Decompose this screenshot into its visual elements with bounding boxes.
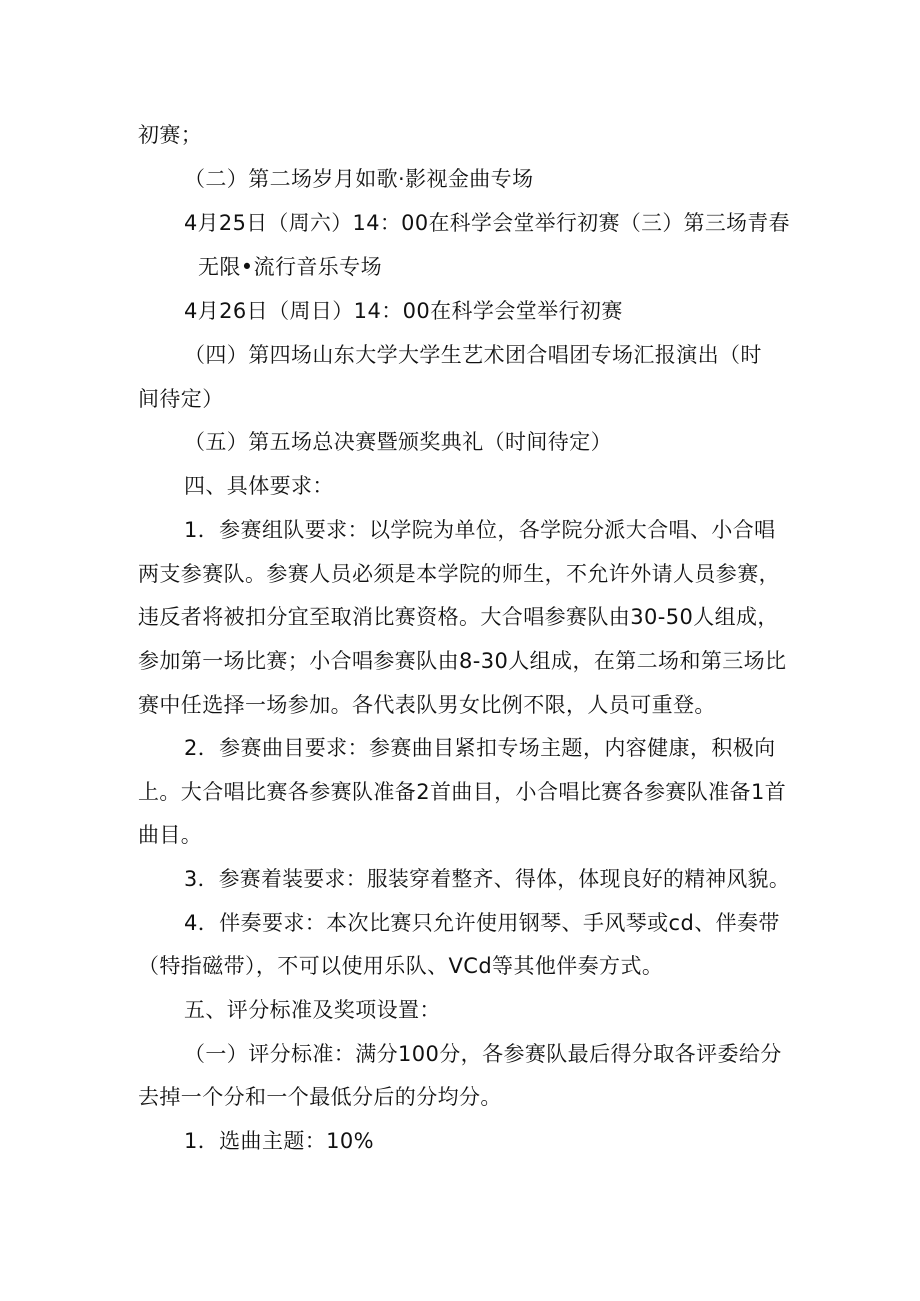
text-line: （五）第五场总决赛暨颁奖典礼（时间待定） <box>184 430 612 454</box>
text-line: 间待定） <box>138 387 224 411</box>
text-line: 2．参赛曲目要求：参赛曲目紧扣专场主题，内容健康，积极向 <box>184 736 776 760</box>
section-heading: 五、评分标准及奖项设置： <box>184 998 441 1022</box>
text-line: （一）评分标准：满分100分，各参赛队最后得分取各评委给分 <box>184 1042 782 1066</box>
text-line: 1．选曲主题：10% <box>184 1129 375 1153</box>
text-line: 违反者将被扣分宜至取消比赛资格。大合唱参赛队由30-50人组成， <box>138 605 779 629</box>
text-line: 1．参赛组队要求：以学院为单位，各学院分派大合唱、小合唱 <box>184 518 776 542</box>
text-line: 4．伴奏要求：本次比赛只允许使用钢琴、手风琴或cd、伴奏带 <box>184 911 780 935</box>
text-line: （四）第四场山东大学大学生艺术团合唱团专场汇报演出（时 <box>184 343 762 367</box>
text-line: 初赛； <box>138 123 203 147</box>
text-line: 4月26日（周日）14：00在科学会堂举行初赛 <box>184 299 623 323</box>
text-line: 两支参赛队。参赛人员必须是本学院的师生，不允许外请人员参赛， <box>138 562 780 586</box>
text-line: 3．参赛着装要求：服装穿着整齐、得体，体现良好的精神风貌。 <box>184 867 790 891</box>
text-line: 无限•流行音乐专场 <box>198 255 382 279</box>
section-heading: 四、具体要求： <box>184 474 334 498</box>
text-line: （二）第二场岁月如歌·影视金曲专场 <box>184 167 534 191</box>
text-line: 4月25日（周六）14：00在科学会堂举行初赛（三）第三场青春 <box>184 211 790 235</box>
text-line: 上。大合唱比赛各参赛队准备2首曲目，小合唱比赛各参赛队准备1首 <box>138 780 787 804</box>
text-line: （特指磁带），不可以使用乐队、VCd等其他伴奏方式。 <box>138 954 664 978</box>
text-line: 曲目。 <box>138 823 203 847</box>
text-line: 参加第一场比赛；小合唱参赛队由8-30人组成，在第二场和第三场比 <box>138 649 787 673</box>
text-line: 赛中任选择一场参加。各代表队男女比例不限，人员可重登。 <box>138 693 716 717</box>
text-line: 去掉一个分和一个最低分后的分均分。 <box>138 1085 502 1109</box>
